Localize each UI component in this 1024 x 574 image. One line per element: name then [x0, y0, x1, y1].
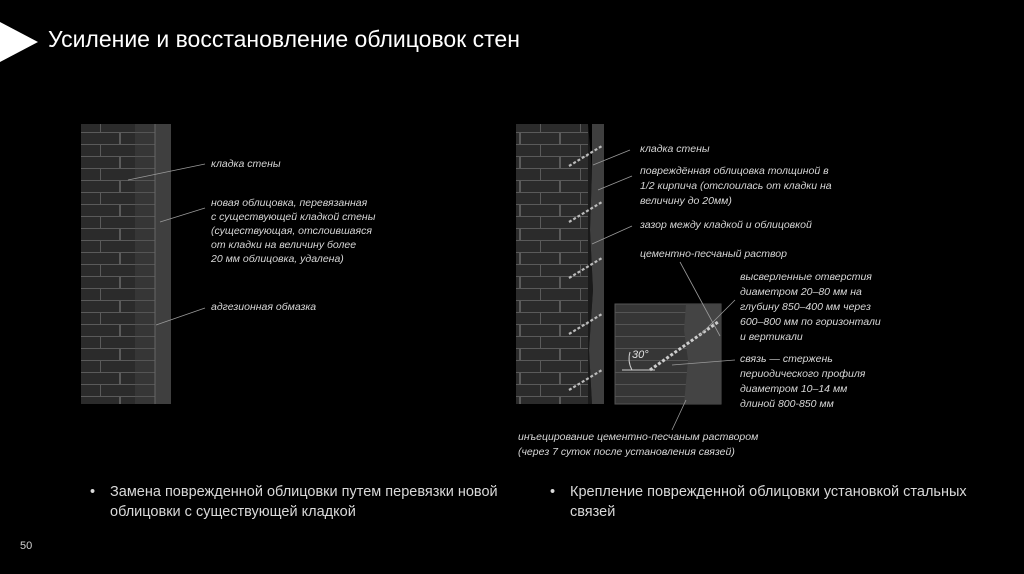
- right-label-damaged-facing-1: повреждённая облицовка толщиной в: [640, 165, 829, 177]
- left-label-new-facing-5: 20 мм облицовка, удалена): [211, 253, 344, 265]
- right-label-tie-2: периодического профиля: [740, 368, 866, 380]
- right-diagram: [516, 124, 881, 458]
- left-label-new-facing-3: (существующая, отслоившаяся: [211, 225, 372, 237]
- page-number: 50: [20, 540, 33, 552]
- page-title: Усиление и восстановление облицовок стен: [48, 26, 520, 52]
- right-label-holes-1: высверленные отверстия: [740, 271, 872, 283]
- left-label-adhesive: адгезионная обмазка: [211, 301, 317, 313]
- left-label-new-facing-2: с существующей кладкой стены: [211, 211, 376, 223]
- right-label-gap: зазор между кладкой и облицовкой: [640, 219, 812, 231]
- detail-angle-label: 30°: [632, 349, 649, 361]
- left-diagram: [81, 124, 376, 404]
- bullet-right: [550, 482, 990, 522]
- bullet-right-text: Крепление поврежденной облицовки установкой стальных связей: [570, 484, 967, 520]
- left-new-facing-joint: [135, 124, 155, 404]
- detail-inset: [615, 304, 721, 404]
- right-label-damaged-facing-2: 1/2 кирпича (отслоилась от кладки на: [640, 180, 832, 192]
- right-label-tie-1: связь — стержень: [740, 353, 833, 365]
- bullet-left-text: Замена поврежденной облицовки путем перевязки новой облицовки с существующей кладкой: [110, 484, 498, 520]
- bullet-marker: •: [90, 484, 96, 500]
- right-label-mortar: цементно-песчаный раствор: [640, 248, 787, 260]
- left-new-facing: [155, 124, 171, 404]
- right-label-holes-2: диаметром 20–80 мм на: [740, 286, 862, 298]
- right-label-tie-3: диаметром 10–14 мм: [740, 383, 848, 395]
- right-label-damaged-facing-3: величину до 20мм): [640, 195, 732, 207]
- right-label-tie-4: длиной 800-850 мм: [740, 398, 834, 410]
- right-label-injection-2: (через 7 суток после установления связей): [518, 446, 735, 458]
- bullet-marker: •: [550, 484, 556, 500]
- right-label-holes-3: глубину 850–400 мм через: [740, 301, 871, 313]
- right-label-injection-1: инъецирование цементно-песчаным раствором: [518, 431, 759, 443]
- right-wall-masonry: [516, 124, 588, 404]
- left-label-masonry: кладка стены: [211, 158, 281, 170]
- bullet-left: [90, 482, 530, 522]
- left-label-new-facing-1: новая облицовка, перевязанная: [211, 197, 368, 209]
- right-label-masonry: кладка стены: [640, 143, 710, 155]
- left-label-new-facing-4: от кладки на величину более: [211, 239, 357, 251]
- right-label-holes-4: 600–800 мм по горизонтали: [740, 316, 881, 328]
- right-label-holes-5: и вертикали: [740, 331, 803, 343]
